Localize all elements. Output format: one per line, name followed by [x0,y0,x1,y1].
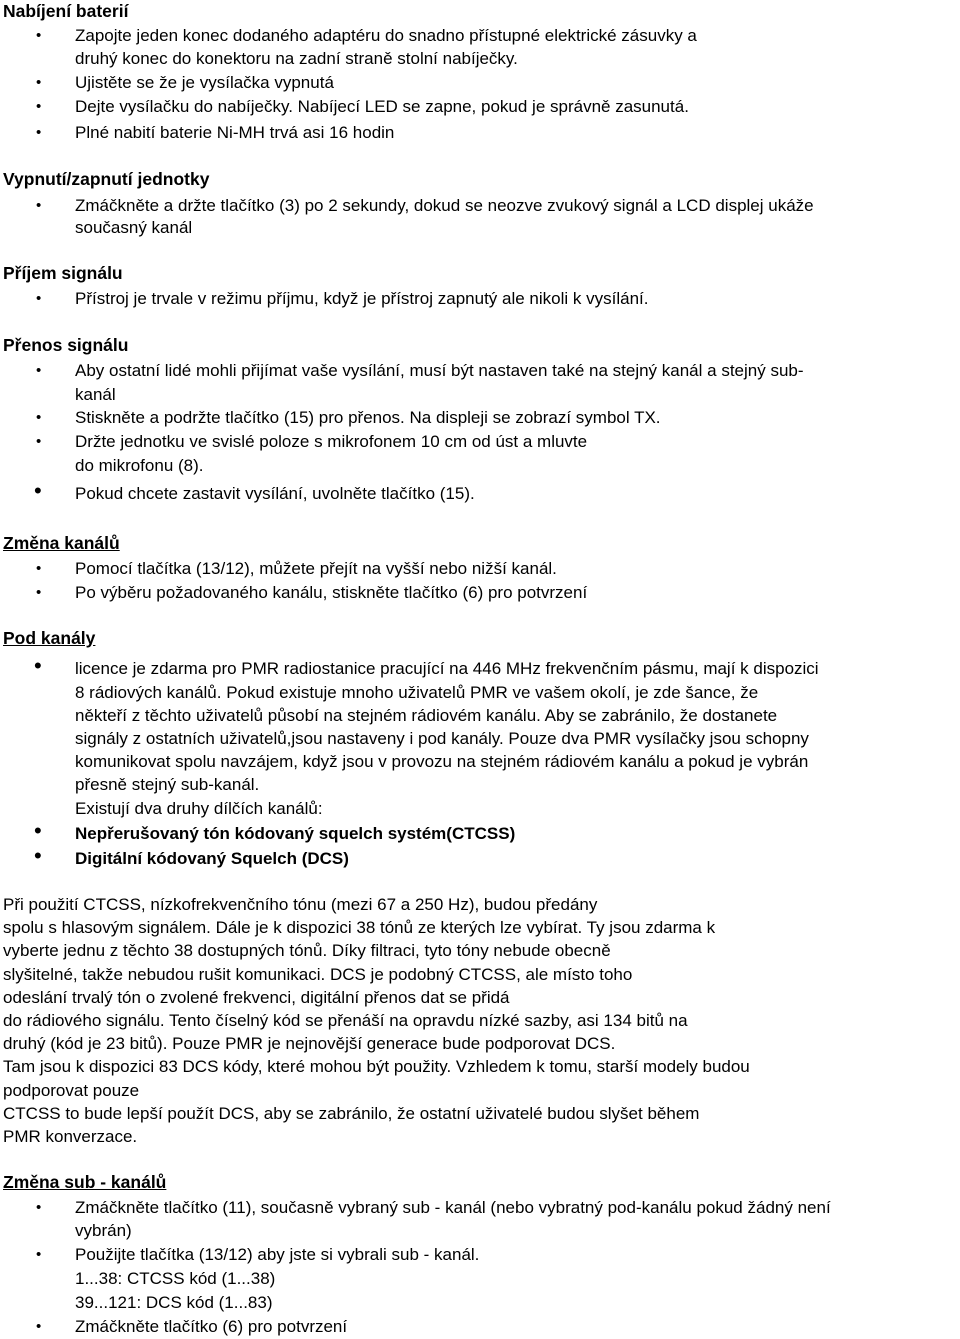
bullet-icon: • [36,362,42,379]
section-heading-channel-change: Změna kanálů [3,533,120,553]
list-item-line: někteří z těchto uživatelů působí na stejném rádiovém kanálu. Aby se zabránilo, že dostanete [75,706,778,725]
bullet-icon: • [36,433,42,450]
paragraph-line: odeslání trvalý tón o zvolené frekvenci, digitální přenos dat se přidá [3,988,510,1007]
bullet-icon: • [34,843,42,868]
list-item-line: Zapojte jeden konec dodaného adaptéru do snadno přístupné elektrické zásuvky a [75,26,697,45]
section-heading-power: Vypnutí/zapnutí jednotky [3,169,210,189]
list-item-line: Zmáčkněte tlačítko (6) pro potvrzení [75,1317,348,1336]
list-item-line: Aby ostatní lidé mohli přijímat vaše vysílání, musí být nastaven také na stejný kanál a stejný sub- [75,361,804,380]
list-item-line: kanál [75,385,116,404]
section-heading-transmit: Přenos signálu [3,335,129,355]
bullet-icon: • [36,1246,42,1263]
list-item-line: licence je zdarma pro PMR radiostanice pracující na 446 MHz frekvenčním pásmu, mají k dispozici [75,659,819,678]
bullet-icon: • [36,1199,42,1216]
section-heading-subchannels: Pod kanály [3,628,96,648]
list-item-line: Zmáčkněte a držte tlačítko (3) po 2 sekundy, dokud se neozve zvukový signál a LCD displej ukáže [75,196,814,215]
paragraph-line: druhý (kód je 23 bitů). Pouze PMR je nejnovější generace bude podporovat DCS. [3,1034,616,1053]
list-item-line: signály z ostatních uživatelů,jsou nastaveny i pod kanály. Pouze dva PMR vysílačky jsou schopny [75,729,809,748]
bullet-icon: • [36,560,42,577]
bullet-icon: • [34,818,42,843]
paragraph-line: Při použití CTCSS, nízkofrekvenčního tónu (mezi 67 a 250 Hz), budou předány [3,895,598,914]
bullet-icon: • [36,1318,42,1335]
list-item-line: Použijte tlačítka (13/12) aby jste si vybrali sub - kanál. [75,1245,480,1264]
bullet-icon: • [36,290,42,307]
paragraph-line: spolu s hlasovým signálem. Dále je k dispozici 38 tónů ze kterých lze vybírat. Ty jsou zdarma k [3,918,716,937]
list-item-line: 8 rádiových kanálů. Pokud existuje mnoho uživatelů PMR ve vašem okolí, je zde šance, že [75,683,759,702]
section-heading-receive: Příjem signálu [3,263,123,283]
list-item-line: Nepřerušovaný tón kódovaný squelch systém(CTCSS) [75,824,516,843]
list-item-line: Dejte vysílačku do nabíječky. Nabíjecí LED se zapne, pokud je správně zasunutá. [75,97,689,116]
paragraph-line: do rádiového signálu. Tento číselný kód se přenáší na opravdu nízké sazby, asi 134 bitů na [3,1011,688,1030]
list-item-line: Přístroj je trvale v režimu příjmu, když je přístroj zapnutý ale nikoli k vysílání. [75,289,649,308]
paragraph-line: Tam jsou k dispozici 83 DCS kódy, které mohou být použity. Vzhledem k tomu, starší modely budou [3,1057,750,1076]
list-item-line: Po výběru požadovaného kanálu, stiskněte tlačítko (6) pro potvrzení [75,583,588,602]
paragraph-line: vyberte jednu z těchto 38 dostupných tónů. Díky filtraci, tyto tóny nebude obecně [3,941,611,960]
paragraph-line: slyšitelné, takže nebudou rušit komunikaci. DCS je podobný CTCSS, ale místo toho [3,965,633,984]
paragraph-line: podporovat pouze [3,1081,140,1100]
list-item-line: druhý konec do konektoru na zadní straně stolní nabíječky. [75,49,518,68]
list-item-line: současný kanál [75,218,193,237]
list-item-line: 39...121: DCS kód (1...83) [75,1293,273,1312]
list-item-line: Pokud chcete zastavit vysílání, uvolněte tlačítko (15). [75,484,475,503]
list-item-line: do mikrofonu (8). [75,456,204,475]
list-item-line: Ujistěte se že je vysílačka vypnutá [75,73,334,92]
bullet-icon: • [34,653,42,678]
list-item-line: Stiskněte a podržte tlačítko (15) pro přenos. Na displeji se zobrazí symbol TX. [75,408,661,427]
list-item-line: vybrán) [75,1221,132,1240]
list-item-line: Držte jednotku ve svislé poloze s mikrofonem 10 cm od úst a mluvte [75,432,588,451]
list-item-line: Plné nabití baterie Ni-MH trvá asi 16 hodin [75,123,395,142]
section-heading-subchannel-change: Změna sub - kanálů [3,1172,167,1192]
bullet-icon: • [36,74,42,91]
list-item-line: Zmáčkněte tlačítko (11), současně vybraný sub - kanál (nebo vybratný pod-kanálu pokud žádný není [75,1198,831,1217]
list-item-line: přesně stejný sub-kanál. [75,775,260,794]
bullet-icon: • [36,27,42,44]
bullet-icon: • [36,124,42,141]
bullet-icon: • [36,98,42,115]
paragraph-line: CTCSS to bude lepší použít DCS, aby se zabránilo, že ostatní uživatelé budou slyšet během [3,1104,700,1123]
bullet-icon: • [36,409,42,426]
bullet-icon: • [36,584,42,601]
section-heading-charging: Nabíjení baterií [3,1,129,21]
list-item-line: Existují dva druhy dílčích kanálů: [75,799,323,818]
list-item-line: Pomocí tlačítka (13/12), můžete přejít na vyšší nebo nižší kanál. [75,559,557,578]
paragraph-line: PMR konverzace. [3,1127,138,1146]
list-item-line: komunikovat spolu navzájem, když jsou v provozu na stejném rádiovém kanálu a pokud je vybrán [75,752,809,771]
bullet-icon: • [36,197,42,214]
bullet-icon: • [34,478,42,503]
list-item-line: 1...38: CTCSS kód (1...38) [75,1269,276,1288]
list-item-line: Digitální kódovaný Squelch (DCS) [75,849,349,868]
